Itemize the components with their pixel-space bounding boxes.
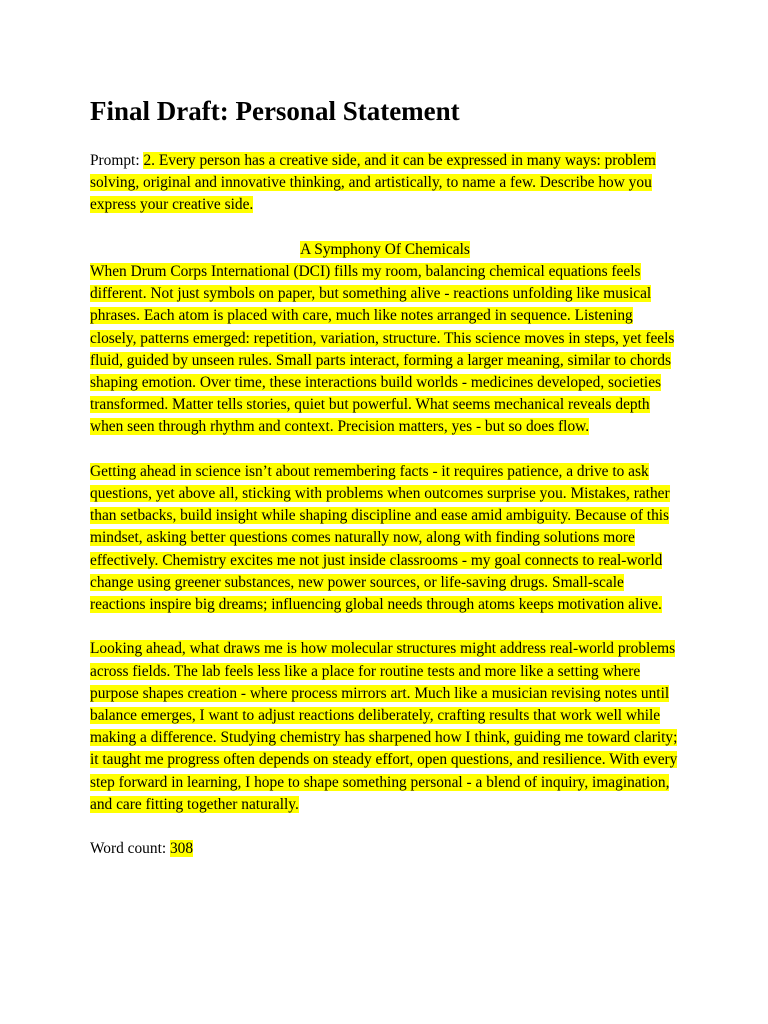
essay-paragraph-text: Looking ahead, what draws me is how molecular structures might address real-world problems across fields. The lab feels less like a place for routine tests and more like a setting where purpose shapes creation - where process mirrors art. Much like a musician revising notes until balance emerges, I want to adjust reactions deliberately, crafting results that work well while making a difference. Studying chemistry has sharpened how I think, guiding me toward clarity; it taught me progress often depends on steady effort, open questions, and resilience. With every step forward in learning, I hope to shape something personal - a blend of inquiry, imagination, and care fitting together naturally. bbox=[90, 640, 678, 813]
word-count-value: 308 bbox=[169, 840, 194, 858]
blank-line bbox=[90, 217, 680, 239]
essay-paragraph-1 bbox=[90, 261, 680, 439]
word-count-paragraph bbox=[90, 838, 680, 860]
document-title: Final Draft: Personal Statement bbox=[90, 96, 460, 126]
prompt-paragraph bbox=[90, 150, 680, 217]
word-count-label: Word count: bbox=[90, 840, 170, 858]
essay-title-paragraph bbox=[90, 239, 680, 261]
prompt-label: Prompt: bbox=[90, 152, 144, 169]
essay-paragraph-text: Getting ahead in science isn’t about remembering facts - it requires patience, a drive to ask questions, yet above all, sticking with problems when outcomes surprise you. Mistakes, rather than setbacks, build insight while shaping discipline and ease amid ambiguity. Because of this mindset, asking better questions comes naturally now, along with finding solutions more effectively. Chemistry excites me not just inside classrooms - my goal connects to real-world change using greener substances, new power sources, or life-saving drugs. Small-scale reactions inspire big dreams; influencing global needs through atoms keeps motivation alive. bbox=[90, 462, 670, 614]
essay-paragraph-2 bbox=[90, 461, 680, 616]
essay-title: A Symphony Of Chemicals bbox=[300, 240, 470, 258]
blank-line bbox=[90, 616, 680, 638]
essay-paragraph-text: When Drum Corps International (DCI) fills my room, balancing chemical equations feels different. Not just symbols on paper, but something alive - reactions unfolding like musical phrases. Each atom is placed with care, much like notes arranged in sequence. Listening closely, patterns emerged: repetition, variation, structure. This science moves in steps, yet feels fluid, guided by unseen rules. Small parts interact, forming a larger meaning, similar to chords shaping emotion. Over time, these interactions build worlds - medicines developed, societies transformed. Matter tells stories, quiet but powerful. What seems mechanical reveals depth when seen through rhythm and context. Precision matters, yes - but so does flow. bbox=[90, 263, 675, 436]
blank-line bbox=[90, 439, 680, 461]
essay-paragraph-3 bbox=[90, 638, 680, 816]
blank-line bbox=[90, 816, 680, 838]
document-body bbox=[90, 150, 680, 860]
prompt-text: 2. Every person has a creative side, and it can be expressed in many ways: problem solving, original and innovative thinking, and artistically, to name a few. Describe how you express your creative side. bbox=[90, 152, 656, 214]
